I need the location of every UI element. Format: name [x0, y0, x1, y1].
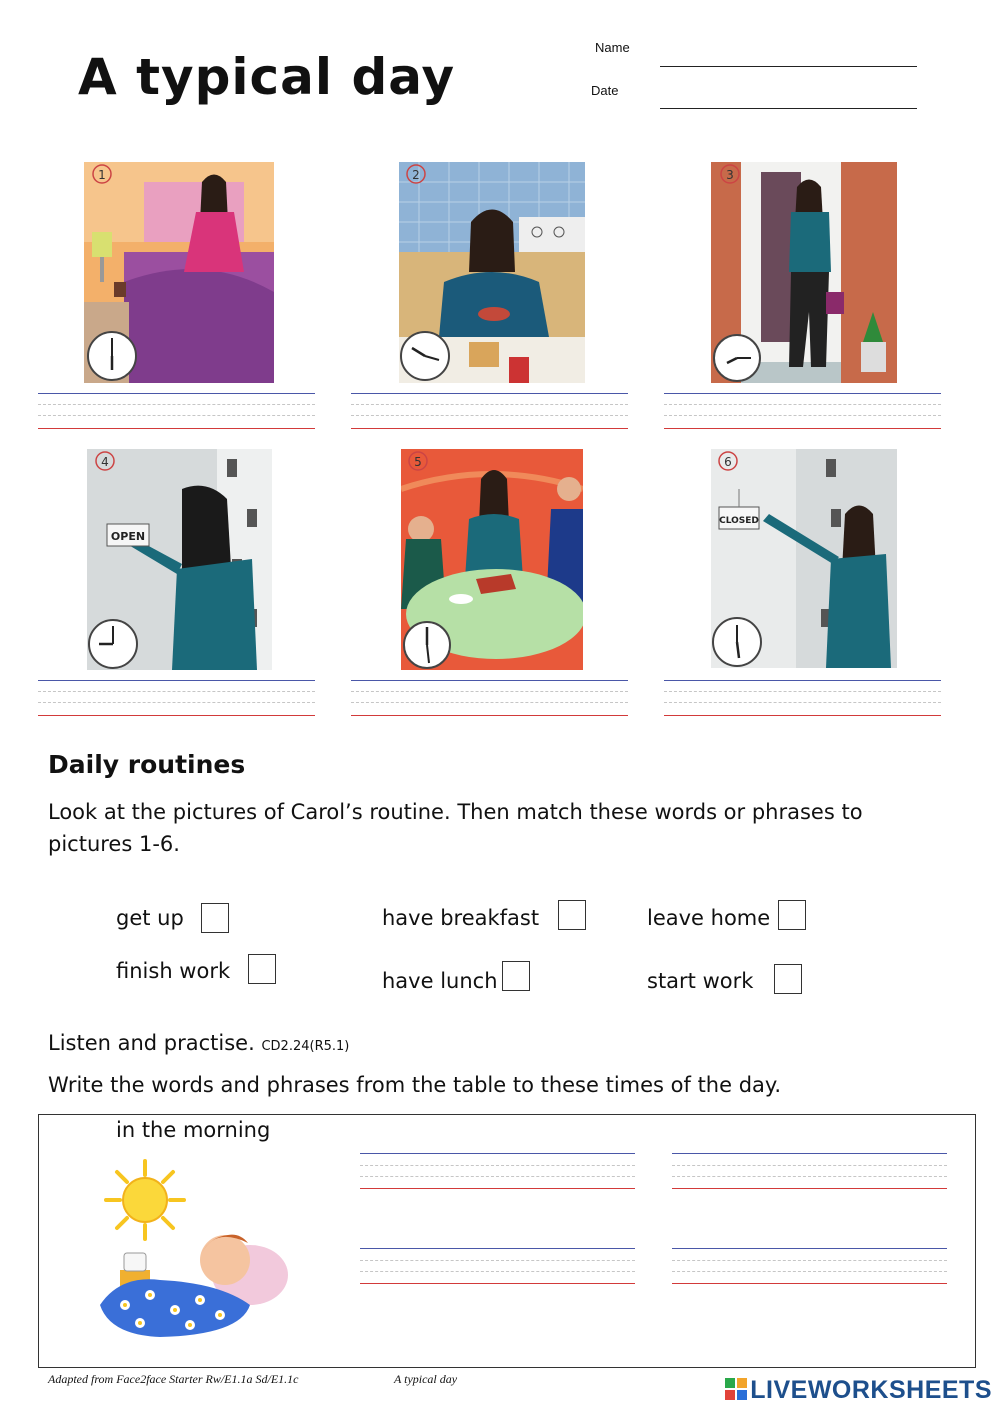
- picture-4-opening-shop: [87, 449, 272, 670]
- picture-number: 5: [414, 455, 422, 469]
- answer-box-have-lunch[interactable]: [502, 961, 530, 991]
- picture-1-getting-up: [84, 162, 274, 383]
- section-heading: Daily routines: [48, 750, 246, 779]
- picture-6-closing-shop: [711, 449, 897, 668]
- answer-box-finish-work[interactable]: [248, 954, 276, 984]
- picture-number: 1: [98, 168, 106, 182]
- picture-number: 4: [101, 455, 109, 469]
- open-sign: OPEN: [110, 530, 146, 543]
- picture-5-lunch: [401, 449, 583, 670]
- date-field-line[interactable]: [660, 108, 917, 109]
- picture-number: 2: [412, 168, 420, 182]
- name-field-line[interactable]: [660, 66, 917, 67]
- picture-number: 6: [724, 455, 732, 469]
- footer-source: Adapted from Face2face Starter Rw/E1.1a Sd/E1.1c: [48, 1372, 299, 1386]
- cd-reference: CD2.24(R5.1): [261, 1039, 350, 1054]
- picture-3-leaving-home: [711, 162, 897, 383]
- morning-illustration: [100, 1155, 290, 1340]
- picture-number: 3: [726, 168, 734, 182]
- picture-2-breakfast: [399, 162, 585, 383]
- date-label: Date: [591, 83, 619, 98]
- name-label: Name: [595, 40, 630, 55]
- answer-box-leave-home[interactable]: [778, 900, 806, 930]
- phrase-leave-home: leave home: [647, 906, 771, 930]
- listen-line: [48, 1031, 349, 1055]
- brand-text: LIVEWORKSHEETS: [750, 1376, 992, 1404]
- answer-box-start-work[interactable]: [774, 964, 802, 994]
- phrase-get-up: get up: [116, 906, 184, 930]
- page-title: A typical day: [78, 48, 456, 106]
- listen-text: Listen and practise.: [48, 1031, 255, 1055]
- write-instruction: Write the words and phrases from the table to these times of the day.: [48, 1073, 782, 1097]
- match-instruction: Look at the pictures of Carol’s routine. Then match these words or phrases to pictures 1-6.: [48, 800, 863, 856]
- footer-title: A typical day: [394, 1372, 458, 1386]
- answer-box-get-up[interactable]: [201, 903, 229, 933]
- morning-label: in the morning: [116, 1118, 271, 1142]
- closed-sign: CLOSED: [719, 516, 759, 526]
- phrase-start-work: start work: [647, 969, 754, 993]
- phrase-have-lunch: have lunch: [382, 969, 498, 993]
- phrase-have-breakfast: have breakfast: [382, 906, 540, 930]
- liveworksheets-brand[interactable]: [724, 1376, 992, 1405]
- liveworksheets-logo-icon: [724, 1377, 748, 1401]
- phrase-finish-work: finish work: [116, 959, 231, 983]
- answer-box-have-breakfast[interactable]: [558, 900, 586, 930]
